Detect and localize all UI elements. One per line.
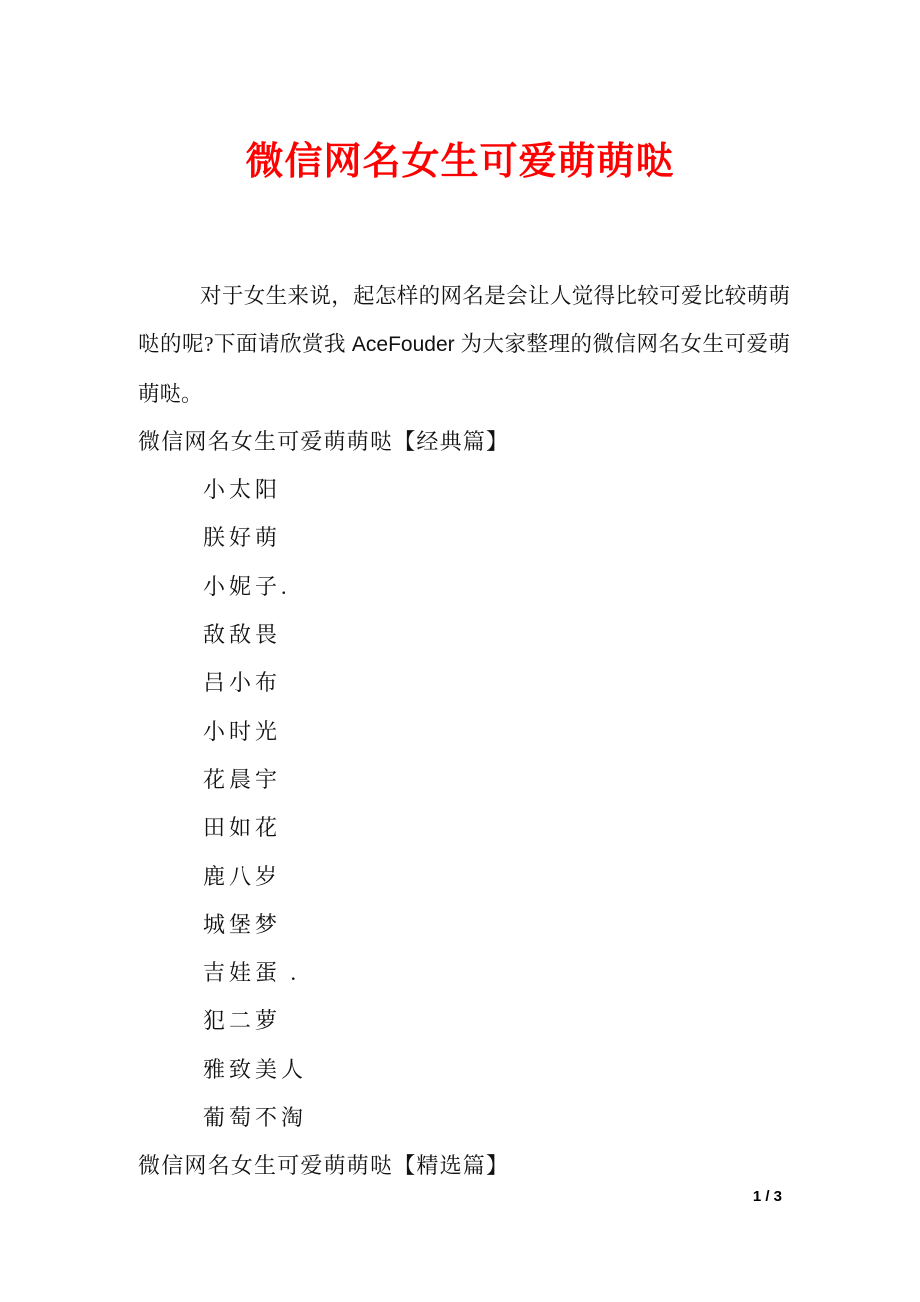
list-item: 朕好萌	[203, 525, 282, 551]
list-item: 城堡梦	[203, 911, 282, 937]
document-title: 微信网名女生可爱萌萌哒	[245, 141, 675, 183]
list-item: 吉娃蛋 .	[203, 960, 301, 986]
list-item: 敌敌畏	[203, 622, 282, 648]
page-number: 1 / 3	[752, 1188, 782, 1205]
list-item: 葡萄不淘	[203, 1105, 308, 1131]
list-item: 田如花	[203, 815, 282, 841]
list-item: 雅致美人	[203, 1056, 308, 1082]
list-item: 鹿八岁	[203, 863, 282, 889]
list-item: 小妮子.	[203, 573, 291, 599]
section-heading-selected: 微信网名女生可爱萌萌哒【精选篇】	[138, 1153, 510, 1179]
section-items-classic	[138, 466, 790, 1142]
section-heading-classic: 微信网名女生可爱萌萌哒【经典篇】	[138, 428, 510, 454]
intro-paragraph	[138, 272, 790, 418]
intro-text-after: 为大家整理的微信网名女生可爱萌萌哒。	[138, 332, 790, 406]
list-item: 小时光	[203, 718, 282, 744]
list-item: 犯二萝	[203, 1008, 282, 1034]
document-body	[138, 272, 790, 1191]
list-item: 吕小布	[203, 670, 282, 696]
intro-author-name: AceFouder	[351, 333, 455, 357]
list-item: 花晨宇	[203, 766, 282, 792]
intro-text-before: 对于女生来说，起怎样的网名是会让人觉得比较可爱比较萌萌哒的呢?下面请欣赏我	[138, 284, 790, 357]
list-item: 小太阳	[203, 477, 282, 503]
